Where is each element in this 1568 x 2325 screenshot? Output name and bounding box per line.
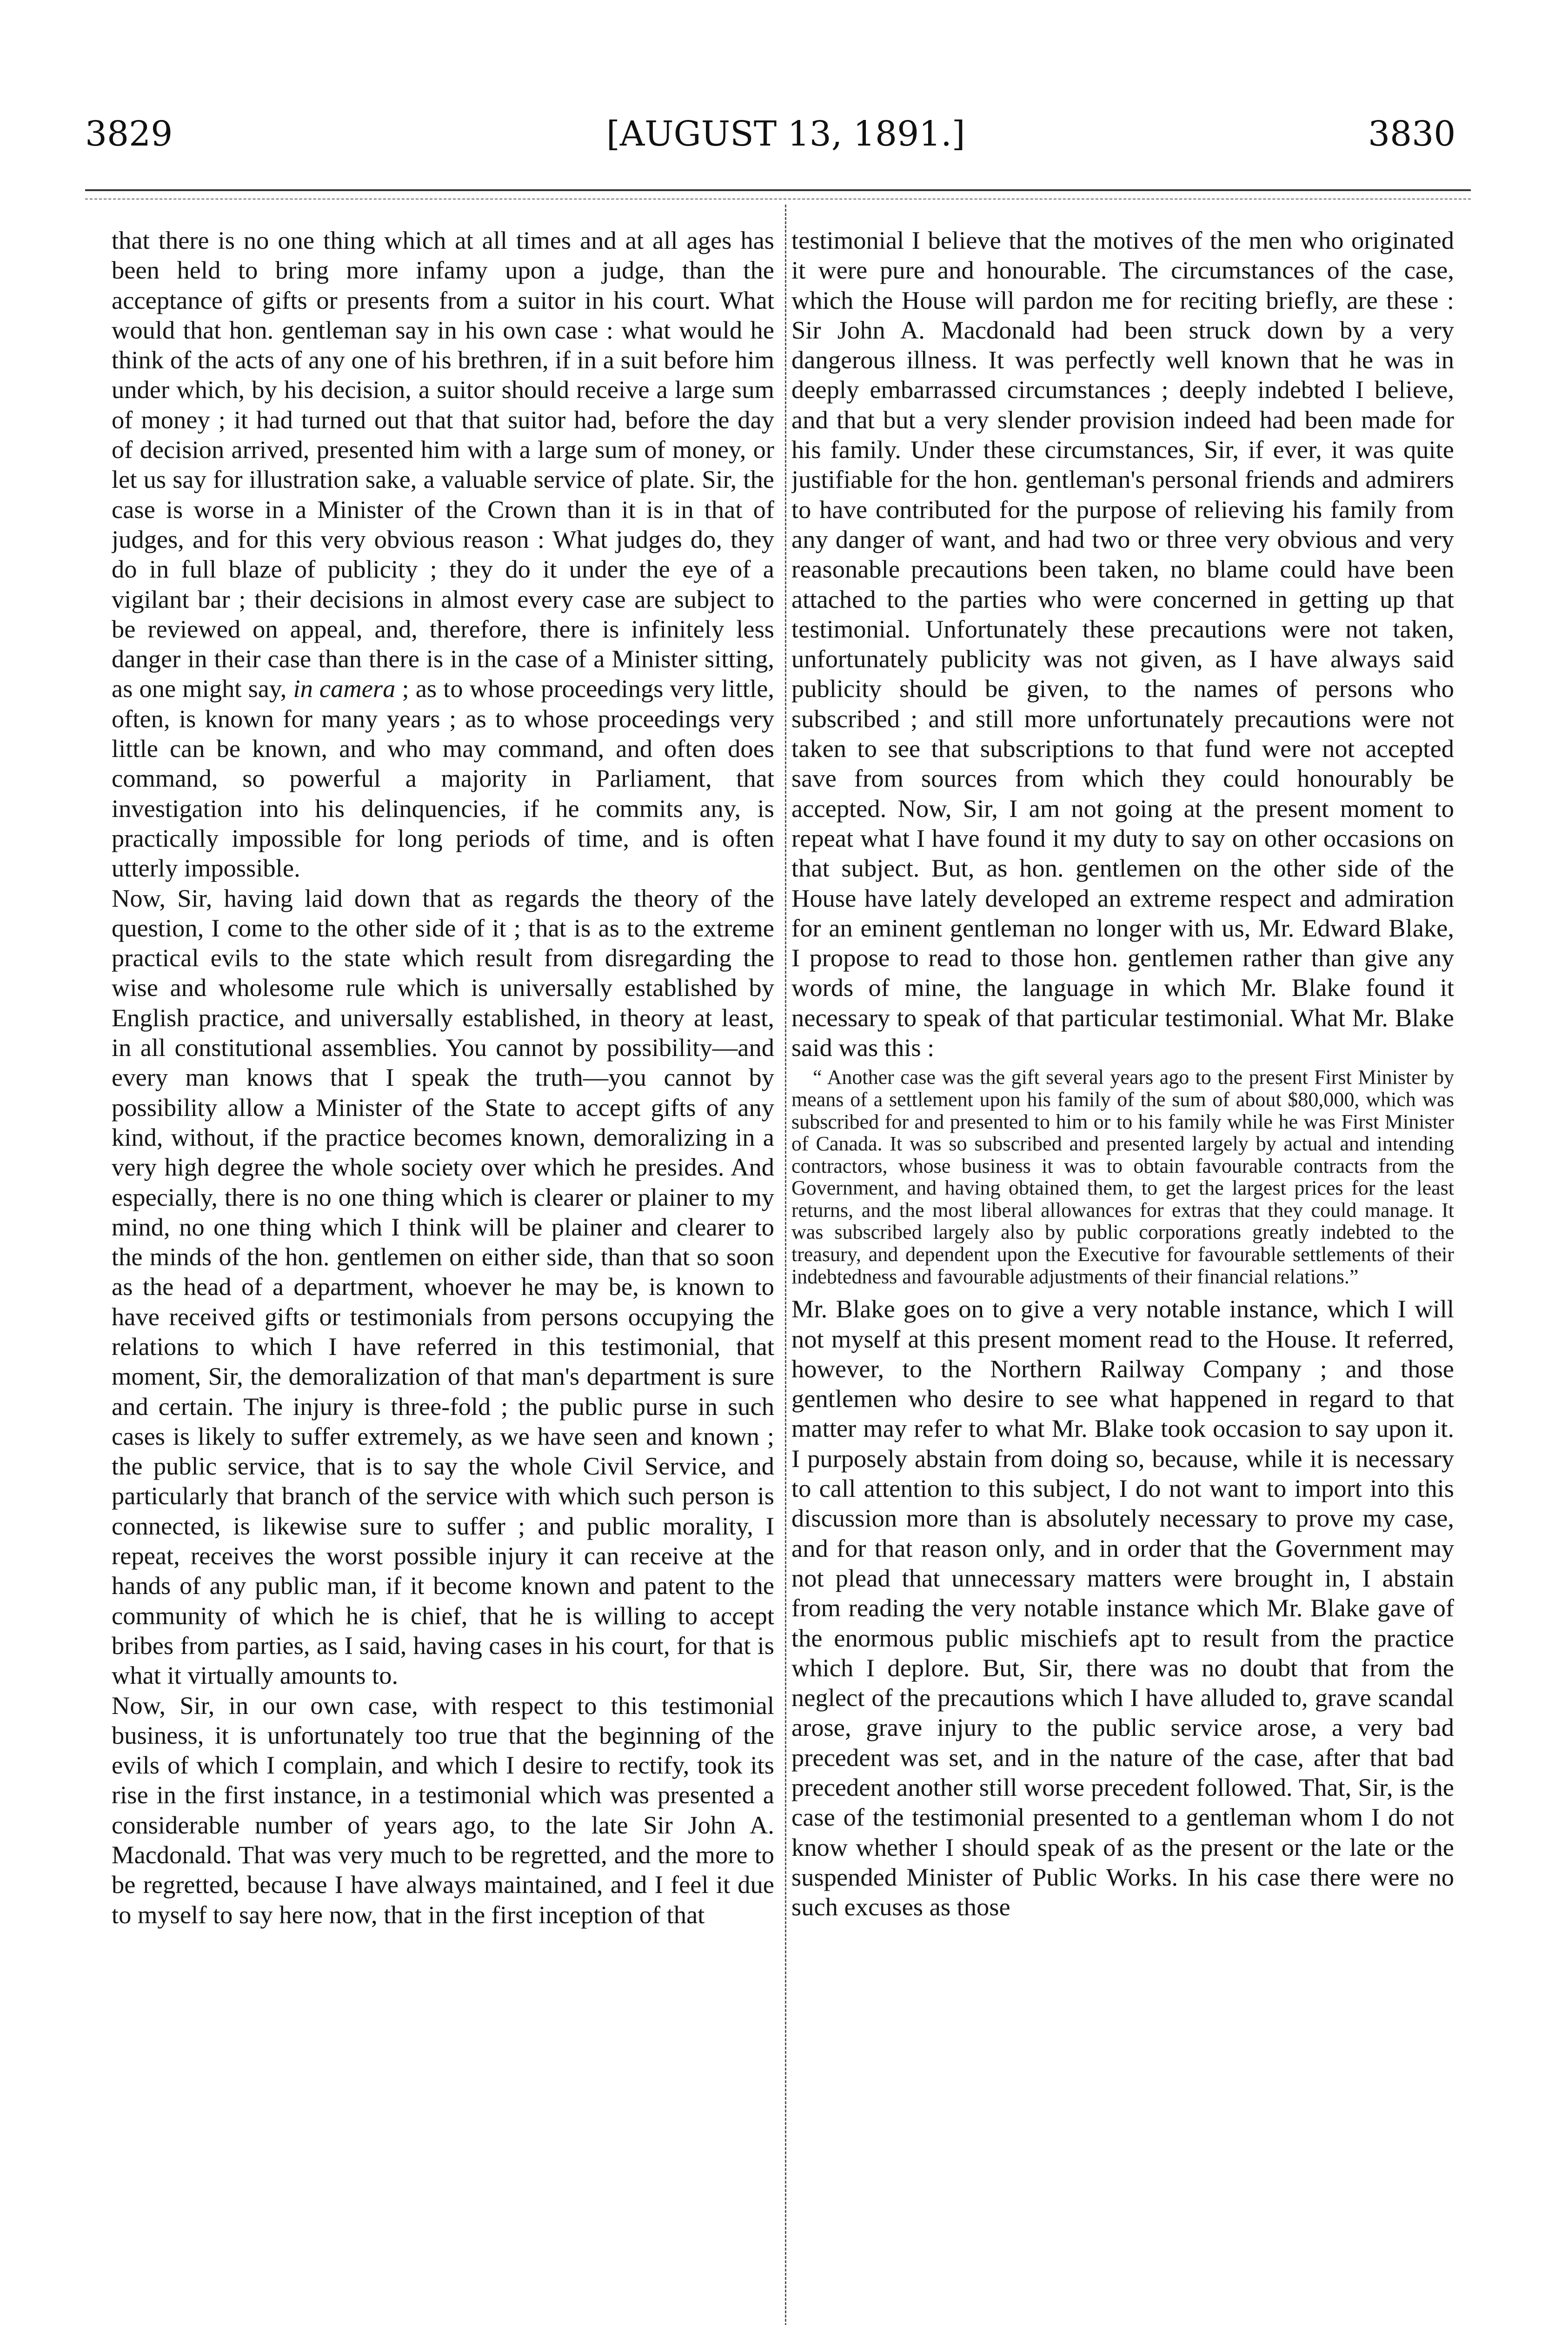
date-header: [AUGUST 13, 1891.] xyxy=(606,114,965,154)
column-divider xyxy=(785,205,786,2325)
header-rule xyxy=(85,189,1471,191)
right-column xyxy=(791,226,1454,2325)
left-column xyxy=(112,226,774,2325)
paragraph: Mr. Blake goes on to give a very notable instance, which I will not myself at this present moment read to the House. It referred, however, to the Northern Railway Company ; and those gentlemen who desire to see what happened in regard to that matter may refer to what Mr. Blake took occasion to say upon it. I purposely abstain from doing so, because, while it is necessary to call attention to this subject, I do not want to import into this discussion more than is absolutely necessary to prove my case, and for that reason only, and in order that the Government may not plead that unnecessary matters were brought in, I abstain from reading the very notable instance which Mr. Blake gave of the enormous public mischiefs apt to result from the practice which I deplore. But, Sir, there was no doubt that from the neglect of the precautions which I have alluded to, grave scandal arose, grave injury to the public service arose, a very bad precedent was set, and in the nature of the case, after that bad precedent another still worse precedent followed. That, Sir, is the case of the testimonial presented to a gentleman whom I do not know whether I should speak of as the present or the late or the suspended Minister of Public Works. In his case there were no such excuses as those xyxy=(791,1295,1454,1921)
paragraph: Now, Sir, having laid down that as regards the theory of the question, I come to the other side of it ; that is as to the extreme practical evils to the state which result from disregarding the wise and wholesome rule which is universally established by English practice, and universally established, in theory at least, in all constitutional assemblies. You cannot by possibility—and every man knows that I speak the truth—you cannot by possibility allow a Minister of the State to accept gifts of any kind, without, if the practice becomes known, demoralizing in a very high degree the whole society over which he presides. And especially, there is no one thing which is clearer or plainer to my mind, no one thing which I think will be plainer and clearer to the minds of the hon. gentlemen on either side, than that so soon as the head of a department, whoever he may be, is known to have received gifts or testimonials from persons occupying the relations to which I have referred in this testimonial, that moment, Sir, the demoralization of that man's department is sure and certain. The injury is three-fold ; the public purse in such cases is likely to suffer extremely, as we have seen and known ; the public service, that is to say the whole Civil Service, and particularly that branch of the service with which such person is connected, is likewise sure to suffer ; and public morality, I repeat, receives the worst possible injury it can receive at the hands of any public man, if it become known and patent to the community of which he is chief, that he is willing to accept bribes from parties, as I said, having cases in his court, for that is what it virtually amounts to. xyxy=(112,884,774,1690)
paragraph: Now, Sir, in our own case, with respect to this testimonial business, it is unfortunately too true that the beginning of the evils of which I complain, and which I desire to rectify, took its rise in the first instance, in a testimonial which was presented a considerable number of years ago, to the late Sir John A. Macdonald. That was very much to be regretted, and the more to be regretted, because I have always maintained, and I feel it due to myself to say here now, that in the first inception of that xyxy=(112,1691,774,1929)
block-quote: “ Another case was the gift several years ago to the present First Minister by means of a settlement upon his family of the sum of about $80,000, which was subscribed for and presented to him or to his family while he was First Minister of Canada. It was so subscribed and presented largely by actual and intending contractors, whose business it was to obtain favourable contracts from the Government, and having obtained them, to get the largest prices for the least returns, and the most liberal allowances for extras that they could manage. It was subscribed largely also by public corporations greatly indebted to the treasury, and dependent upon the Executive for favourable settlements of their indebtedness and favourable adjustments of their financial relations.” xyxy=(791,1066,1454,1288)
page-number-left: 3829 xyxy=(85,114,173,154)
paragraph xyxy=(112,226,774,884)
paragraph: testimonial I believe that the motives of the men who originated it were pure and honourable. The circumstances of the case, which the House will pardon me for reciting briefly, are these : Sir John A. Macdonald had been struck down by a very dangerous illness. It was perfectly well known that he was in deeply embarrassed circumstances ; deeply indebted I believe, and that but a very slender provision indeed had been made for his family. Under these circumstances, Sir, if ever, it was quite justifiable for the hon. gentleman's personal friends and admirers to have contributed for the purpose of relieving his family from any danger of want, and had two or three very obvious and very reasonable precautions been taken, no blame could have been attached to the parties who were concerned in getting up that testimonial. Unfortunately these precautions were not taken, unfortunately publicity was not given, as I have always said publicity should be given, to the names of persons who subscribed ; and still more unfortunately precautions were not taken to see that subscriptions to that fund were not accepted save from sources from which they could honourably be accepted. Now, Sir, I am not going at the present moment to repeat what I have found it my duty to say on other occasions on that subject. But, as hon. gentlemen on the other side of the House have lately developed an extreme respect and admiration for an eminent gentleman no longer with us, Mr. Edward Blake, I propose to read to those hon. gentlemen rather than give any words of mine, the language in which Mr. Blake found it necessary to speak of that particular testimonial. What Mr. Blake said was this : xyxy=(791,226,1454,1062)
italic-phrase: in camera xyxy=(293,674,396,703)
paragraph-text: ; as to whose proceedings very little, often, is known for many years ; as to whose proceedings very little can be known, and who may command, and often does command, so powerful a majority in Parliament, that investigation into his delinquencies, if he commits any, is practically impossible for long periods of time, and is often utterly impossible. xyxy=(112,674,774,883)
page-number-right: 3830 xyxy=(1368,114,1456,154)
paragraph-text: that there is no one thing which at all times and at all ages has been held to bring more infamy upon a judge, than the acceptance of gifts or presents from a suitor in his court. What would that hon. gentleman say in his own case : what would he think of the acts of any one of his brethren, if in a suit before him under which, by his decision, a suitor should receive a large sum of money ; it had turned out that that suitor had, before the day of decision arrived, presented him with a large sum of money, or let us say for illustration sake, a valuable service of plate. Sir, the case is worse in a Minister of the Crown than it is in that of judges, and for this very obvious reason : What judges do, they do in full blaze of publicity ; they do it under the eye of a vigilant bar ; their decisions in almost every case are subject to be reviewed on appeal, and, therefore, there is infinitely less danger in their case than there is in the case of a Minister sitting, as one might say, xyxy=(112,226,774,703)
